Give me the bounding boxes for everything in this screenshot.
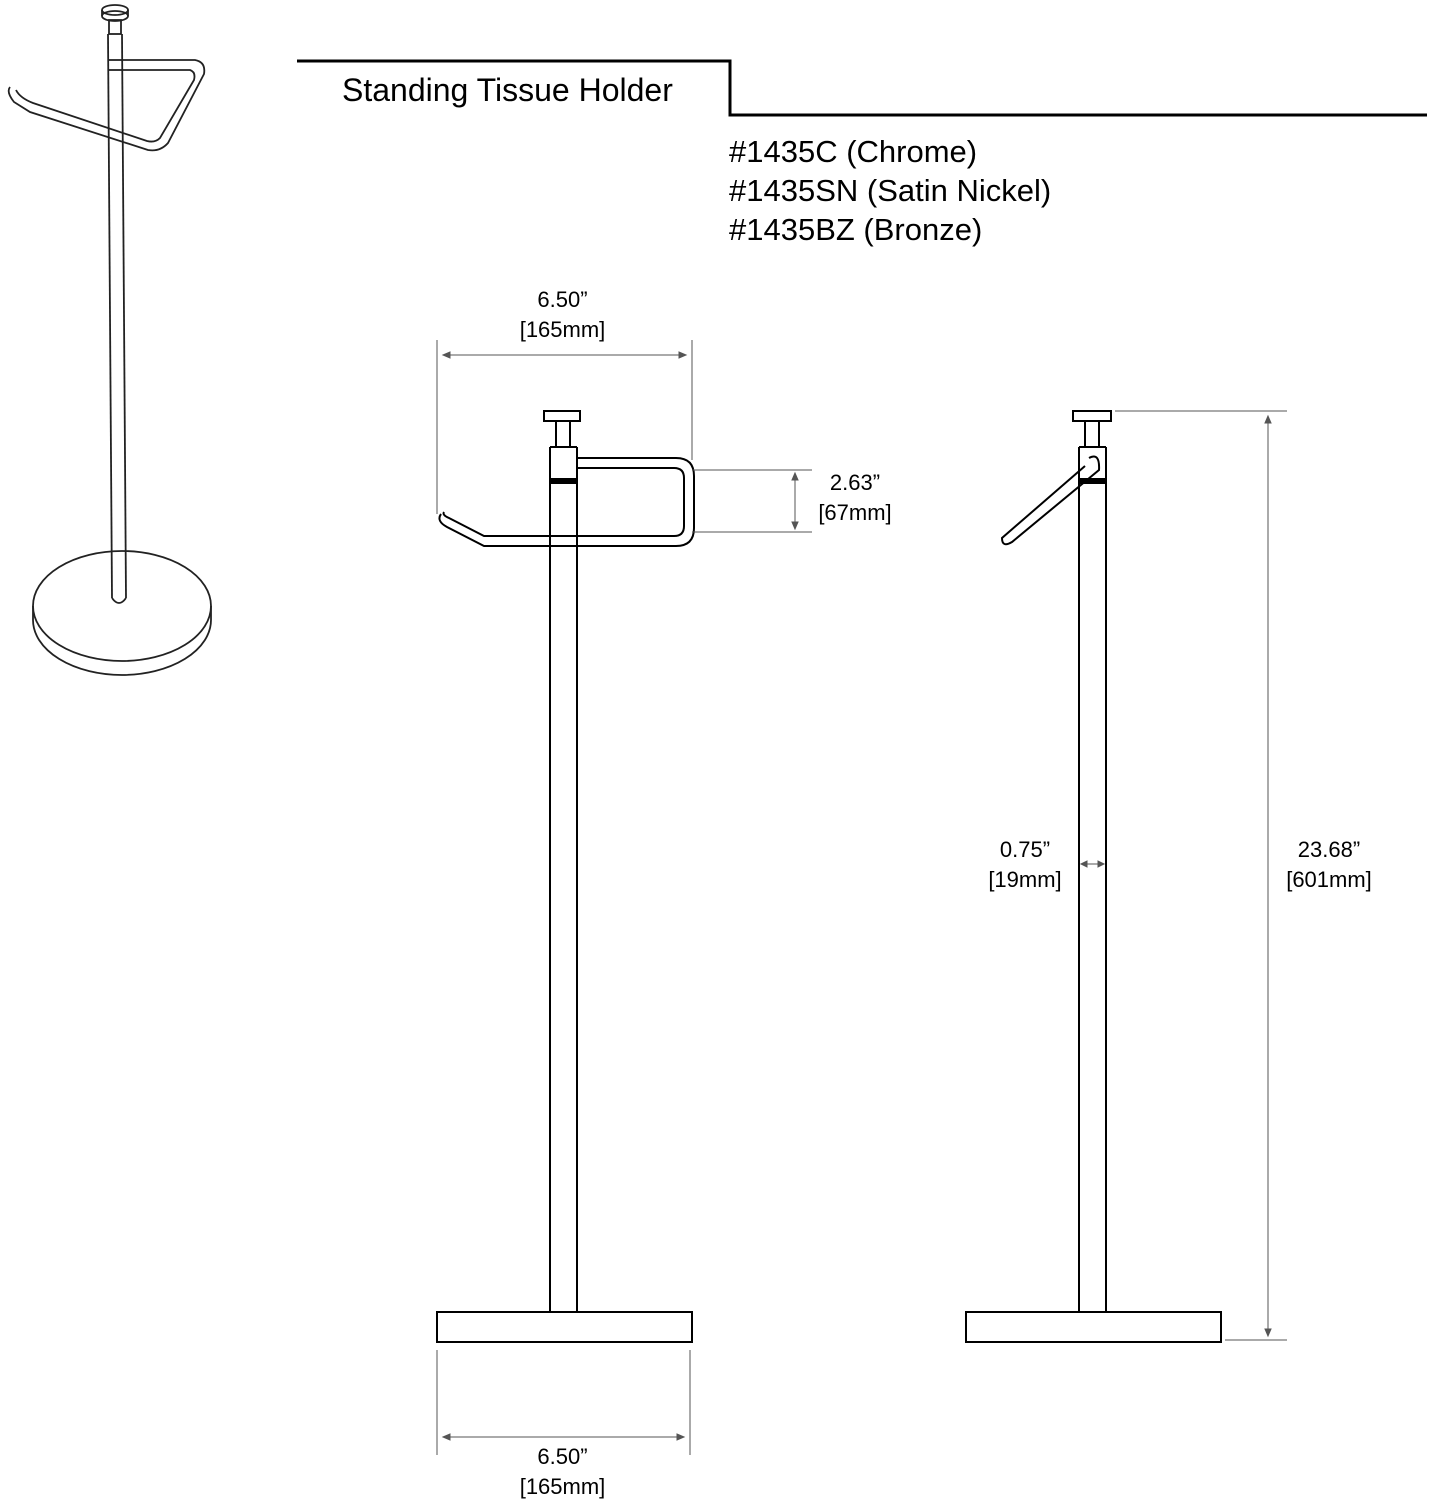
arm-height-mm: [67mm] xyxy=(818,500,892,525)
total-height-label xyxy=(1270,835,1388,895)
model-satin-nickel: #1435SN (Satin Nickel) xyxy=(729,173,1052,208)
base-width-mm: [165mm] xyxy=(519,1474,606,1499)
top-width-label xyxy=(500,285,625,345)
arm-height-label xyxy=(800,468,910,528)
model-bronze: #1435BZ (Bronze) xyxy=(729,212,983,247)
base-width-inches: 6.50” xyxy=(537,1444,588,1469)
post-diameter-inches: 0.75” xyxy=(999,837,1051,862)
post-diameter-mm: [19mm] xyxy=(988,867,1062,892)
total-height-inches: 23.68” xyxy=(1297,837,1361,862)
page-title: Standing Tissue Holder xyxy=(342,72,673,108)
top-width-inches: 6.50” xyxy=(537,287,588,312)
total-height-mm: [601mm] xyxy=(1286,867,1372,892)
post-diameter-label xyxy=(970,835,1080,895)
top-width-mm: [165mm] xyxy=(519,317,606,342)
arm-height-inches: 2.63” xyxy=(829,470,881,495)
perspective-view xyxy=(9,5,211,675)
front-view xyxy=(437,411,694,1342)
base-width-label xyxy=(500,1442,625,1502)
model-chrome: #1435C (Chrome) xyxy=(729,134,978,169)
